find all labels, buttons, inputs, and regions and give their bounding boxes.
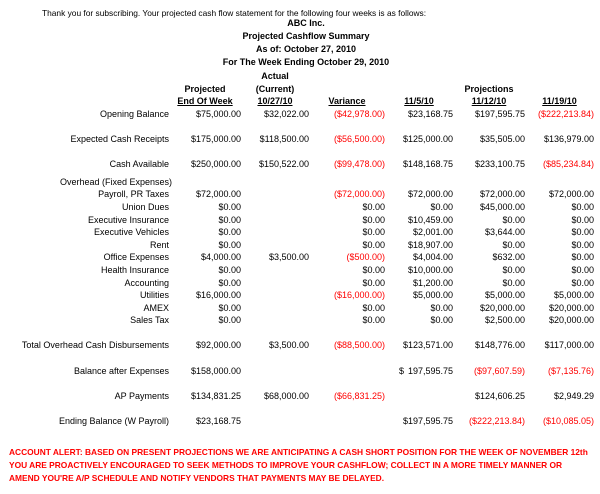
week2-cell: $72,000.00 <box>479 189 525 200</box>
week1-cell: $0.00 <box>430 315 453 326</box>
variance-cell: ($16,000.00) <box>333 290 385 301</box>
actual-cell <box>241 277 309 290</box>
actual-cell: $3,500.00 <box>268 252 309 263</box>
week1-cell: $18,907.00 <box>407 239 453 250</box>
projected-cell: $134,831.25 <box>190 390 241 401</box>
row-label: Expected Cash Receipts <box>70 133 169 144</box>
projected-cell: $175,000.00 <box>190 133 241 144</box>
week3-cell: $20,000.00 <box>548 302 594 313</box>
table-row <box>4 264 594 277</box>
actual-cell <box>241 314 309 327</box>
header-row-top <box>4 70 594 83</box>
week2-cell: $3,644.00 <box>484 227 525 238</box>
projected-cell: $0.00 <box>218 264 241 275</box>
table-row <box>4 302 594 315</box>
table-row <box>4 277 594 290</box>
row-label: Health Insurance <box>100 264 169 275</box>
table-row <box>4 201 594 214</box>
week1-cell: $1,200.00 <box>412 277 453 288</box>
week3-cell: $0.00 <box>571 227 594 238</box>
row-label: Opening Balance <box>99 108 169 119</box>
table-row <box>4 188 594 201</box>
week3-cell: $136,979.00 <box>543 133 594 144</box>
row-label: AMEX <box>143 302 169 313</box>
week2-cell: $2,500.00 <box>484 315 525 326</box>
week2-cell: $0.00 <box>502 277 525 288</box>
week3-cell: $72,000.00 <box>548 189 594 200</box>
projected-cell: $0.00 <box>218 302 241 313</box>
projected-top-heading: Projected <box>184 83 226 94</box>
variance-cell: $0.00 <box>362 201 385 212</box>
table-row <box>4 390 594 403</box>
table-row <box>4 214 594 227</box>
projected-cell: $23,168.75 <box>195 416 241 427</box>
week2-cell: $20,000.00 <box>479 302 525 313</box>
overhead-heading-row <box>4 176 594 189</box>
projected-cell: $0.00 <box>218 214 241 225</box>
week1-cell: $4,004.00 <box>412 252 453 263</box>
actual-cell: $150,522.00 <box>258 159 309 170</box>
table-row <box>4 108 594 121</box>
actual-cell <box>241 289 309 302</box>
variance-cell <box>309 415 385 428</box>
row-label: Union Dues <box>121 201 169 212</box>
actual-cell <box>241 214 309 227</box>
row-label: Rent <box>149 239 169 250</box>
table-row <box>4 133 594 146</box>
week3-cell: $2,949.29 <box>553 390 594 401</box>
week-ending-date: For The Week Ending October 29, 2010 <box>222 57 390 67</box>
week1-cell: $2,001.00 <box>412 227 453 238</box>
row-label: Sales Tax <box>130 315 169 326</box>
variance-cell <box>309 365 385 378</box>
actual-cell: $32,022.00 <box>263 108 309 119</box>
row-label: Accounting <box>124 277 169 288</box>
variance-cell: $0.00 <box>362 239 385 250</box>
week1-cell <box>385 390 453 403</box>
week2-column-header: 11/12/10 <box>471 96 507 107</box>
row-label: Payroll, PR Taxes <box>98 189 169 200</box>
table-row <box>4 226 594 239</box>
table-row <box>4 239 594 252</box>
projections-top-heading: Projections <box>464 83 514 94</box>
week2-cell: $45,000.00 <box>479 201 525 212</box>
week2-cell: $632.00 <box>492 252 525 263</box>
variance-column-header: Variance <box>328 96 366 107</box>
alert-line: AMEND YOU'RE A/P SCHEDULE AND NOTIFY VENDORS THAT PAYMENTS MAY BE DELAYED. <box>9 473 385 483</box>
week1-column-header: 11/5/10 <box>404 96 434 107</box>
week3-cell: $0.00 <box>571 214 594 225</box>
actual-cell <box>241 239 309 252</box>
week2-cell: $5,000.00 <box>484 290 525 301</box>
week3-column-header: 11/19/10 <box>542 96 577 107</box>
projected-cell: $0.00 <box>218 227 241 238</box>
actual-cell <box>241 415 309 428</box>
alert-line: ACCOUNT ALERT: BASED ON PRESENT PROJECTIONS WE ARE ANTICIPATING A CASH SHORT POSITION FOR THE WEEK OF NOVEMBER 12th <box>9 447 588 457</box>
row-label: AP Payments <box>114 390 169 401</box>
week2-cell: $148,776.00 <box>474 340 525 351</box>
week1-cell: $5,000.00 <box>412 290 453 301</box>
actual-cell: $3,500.00 <box>268 340 309 351</box>
projected-cell: $4,000.00 <box>200 252 241 263</box>
week2-cell: $35,505.00 <box>479 133 525 144</box>
variance-cell: ($56,500.00) <box>333 133 385 144</box>
actual-cell: $118,500.00 <box>259 133 309 144</box>
actual-cell: $68,000.00 <box>263 390 309 401</box>
projected-cell: $0.00 <box>218 315 241 326</box>
week3-cell: ($10,085.05) <box>542 416 594 427</box>
week3-cell: $20,000.00 <box>548 315 594 326</box>
header-row-mid <box>4 83 594 96</box>
as-of-date: As of: October 27, 2010 <box>255 44 357 54</box>
row-label: Executive Insurance <box>87 214 169 225</box>
projected-cell: $92,000.00 <box>195 340 241 351</box>
table-row <box>4 339 594 352</box>
dollar-sign: $ <box>399 365 405 376</box>
alert-line: YOU ARE PROACTIVELY ENCOURAGED TO SEEK METHODS TO IMPROVE YOUR CASHFLOW; COLLECT IN A MORE TIMELY MANNER OR <box>9 460 563 470</box>
variance-cell: $0.00 <box>362 302 385 313</box>
variance-cell: ($500.00) <box>346 252 385 263</box>
cashflow-table <box>4 70 594 428</box>
table-row <box>4 289 594 302</box>
week1-cell: $72,000.00 <box>407 189 453 200</box>
row-label: Office Expenses <box>103 252 169 263</box>
projected-cell: $250,000.00 <box>190 159 241 170</box>
actual-cell <box>241 264 309 277</box>
overhead-heading: Overhead (Fixed Expenses) <box>60 176 173 187</box>
projected-cell: $16,000.00 <box>195 290 241 301</box>
week3-cell: $117,000.00 <box>544 340 594 351</box>
cell-value: 197,595.75 <box>407 365 453 376</box>
row-label: Ending Balance (W Payroll) <box>58 416 169 427</box>
projected-cell: $75,000.00 <box>195 108 241 119</box>
week3-cell: ($222,213.84) <box>537 108 594 119</box>
week2-cell: ($97,607.59) <box>473 365 525 376</box>
row-label: Total Overhead Cash Disbursements <box>21 340 169 351</box>
variance-cell: $0.00 <box>362 214 385 225</box>
week3-cell: $0.00 <box>571 201 594 212</box>
row-label: Executive Vehicles <box>93 227 169 238</box>
week2-cell: $0.00 <box>502 214 525 225</box>
week1-cell: $125,000.00 <box>402 133 453 144</box>
week2-cell: ($222,213.84) <box>468 416 525 427</box>
projected-cell: $158,000.00 <box>190 365 241 376</box>
statement-title: Projected Cashflow Summary <box>242 31 370 41</box>
week1-cell: $148,168.75 <box>402 159 453 170</box>
week3-cell: $0.00 <box>571 264 594 275</box>
week1-cell: $197,595.75 <box>402 416 453 427</box>
week1-cell: $10,459.00 <box>407 214 453 225</box>
week1-cell: $0.00 <box>430 201 453 212</box>
projected-cell: $72,000.00 <box>195 189 241 200</box>
variance-cell: $0.00 <box>362 227 385 238</box>
row-label: Balance after Expenses <box>73 365 169 376</box>
account-alert <box>9 446 597 485</box>
week2-cell: $124,606.25 <box>474 390 525 401</box>
current-top-heading: (Current) <box>255 83 295 94</box>
variance-cell: ($88,500.00) <box>333 340 385 351</box>
variance-cell: ($99,478.00) <box>333 159 385 170</box>
variance-cell: ($42,978.00) <box>333 108 385 119</box>
actual-cell <box>241 226 309 239</box>
header-row-main <box>4 95 594 108</box>
table-row <box>4 365 594 378</box>
variance-cell: $0.00 <box>362 277 385 288</box>
week1-cell: $23,168.75 <box>407 108 453 119</box>
week3-cell: $0.00 <box>571 277 594 288</box>
week1-cell <box>385 365 453 378</box>
intro-text: Thank you for subscribing. Your projected cash flow statement for the following four weeks is as follows: <box>42 8 427 18</box>
projected-cell: $0.00 <box>218 201 241 212</box>
actual-top-heading: Actual <box>261 71 289 81</box>
week2-cell: $0.00 <box>502 264 525 275</box>
week2-cell: $197,595.75 <box>474 108 525 119</box>
variance-cell: $0.00 <box>362 264 385 275</box>
week1-cell: $0.00 <box>430 302 453 313</box>
week1-cell: $10,000.00 <box>407 264 453 275</box>
projected-column-header: End Of Week <box>177 96 233 107</box>
table-row <box>4 314 594 327</box>
week3-cell: ($7,135.76) <box>547 365 594 376</box>
row-label: Utilities <box>139 290 169 301</box>
row-label: Cash Available <box>109 159 169 170</box>
table-row <box>4 251 594 264</box>
actual-cell <box>241 302 309 315</box>
table-row <box>4 158 594 171</box>
variance-cell: ($66,831.25) <box>333 390 385 401</box>
company-name: ABC Inc. <box>287 18 325 28</box>
table-row <box>4 415 594 428</box>
projected-cell: $0.00 <box>218 239 241 250</box>
week2-cell: $233,100.75 <box>474 159 525 170</box>
week1-cell: $123,571.00 <box>402 340 453 351</box>
actual-column-header: 10/27/10 <box>257 96 293 107</box>
week3-cell: $0.00 <box>571 252 594 263</box>
week3-cell: ($85,234.84) <box>542 159 594 170</box>
variance-cell: ($72,000.00) <box>333 189 385 200</box>
actual-cell <box>241 365 309 378</box>
actual-cell <box>241 188 309 201</box>
week2-cell: $0.00 <box>502 239 525 250</box>
week3-cell: $0.00 <box>571 239 594 250</box>
projected-cell: $0.00 <box>218 277 241 288</box>
week3-cell: $5,000.00 <box>553 290 594 301</box>
variance-cell: $0.00 <box>362 315 385 326</box>
actual-cell <box>241 201 309 214</box>
